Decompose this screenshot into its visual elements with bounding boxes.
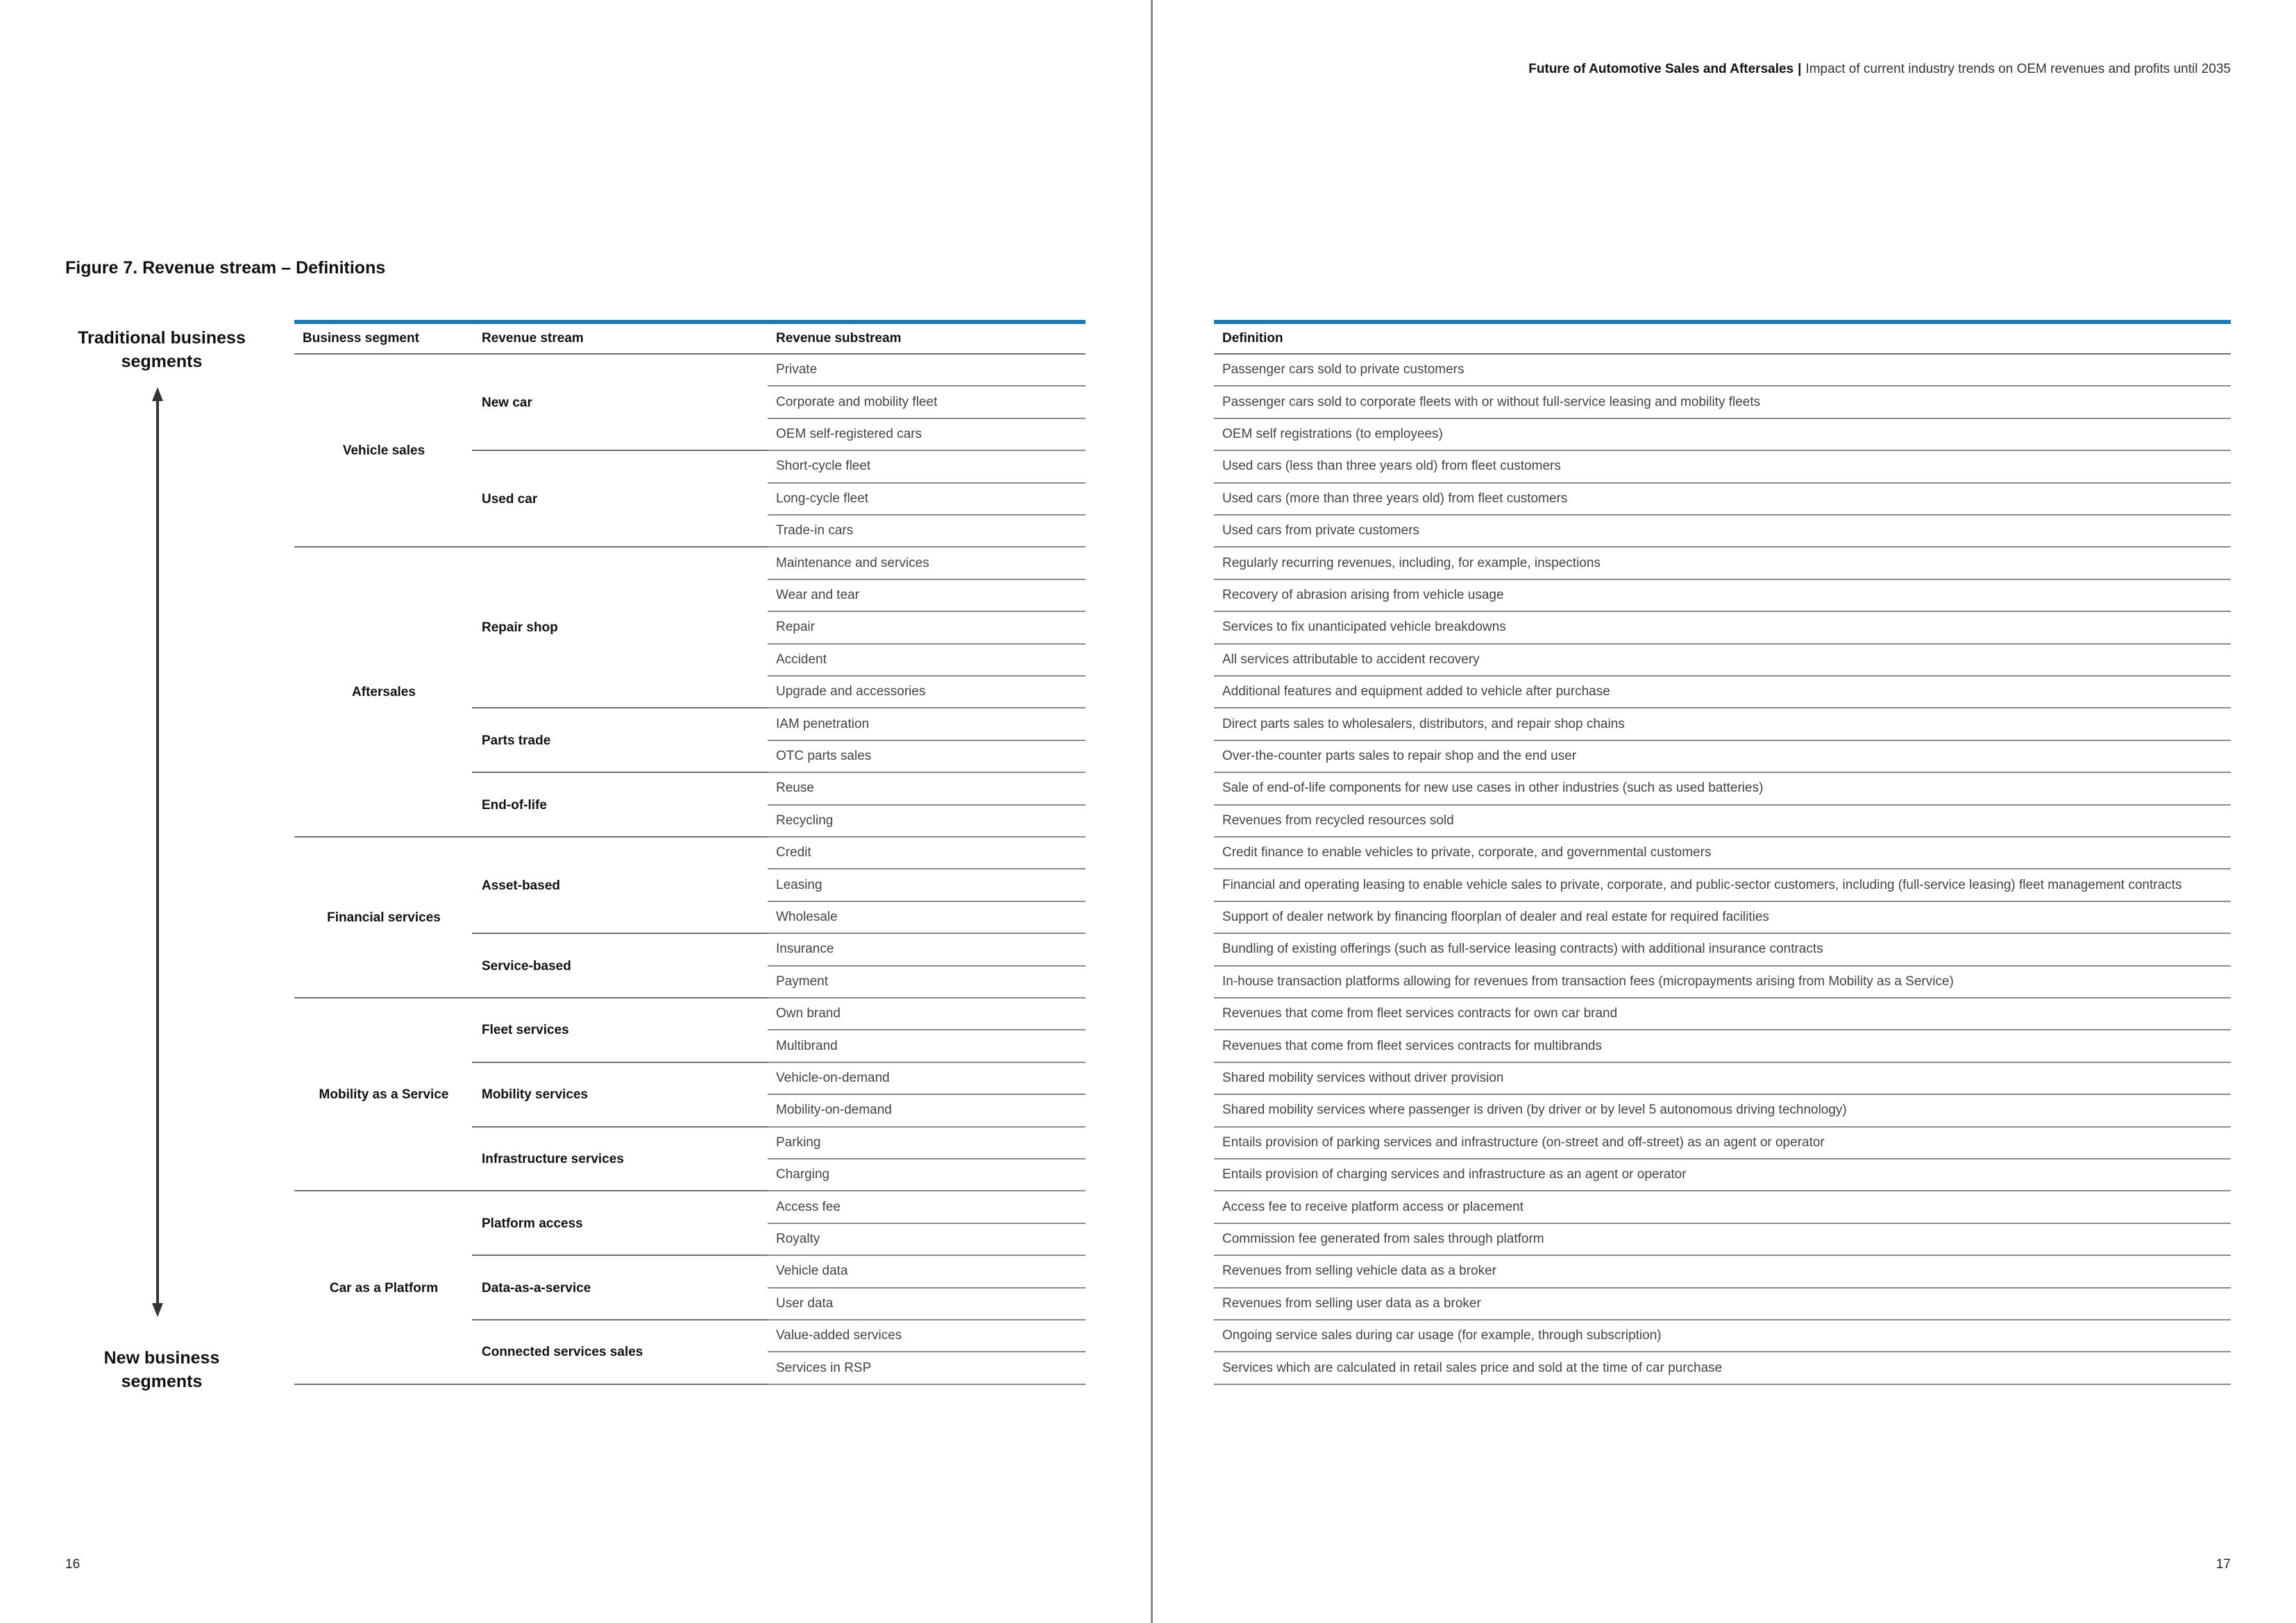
revenue-stream-cell: Platform access <box>482 1216 583 1231</box>
substream-cell: Corporate and mobility fleet <box>768 386 1086 418</box>
revenue-stream-cell: Parts trade <box>482 733 551 748</box>
revenue-stream-table <box>294 320 1086 1375</box>
substream-cell: Access fee <box>768 1191 1086 1223</box>
definition-cell: Revenues that come from fleet services contracts for multibrands <box>1214 1030 2231 1062</box>
definition-cell: Shared mobility services where passenger is driven (by driver or by level 5 autonomous driving technology) <box>1214 1095 2231 1127</box>
col-header-segment: Business segment <box>303 331 419 346</box>
definition-cell: Revenues from selling user data as a broker <box>1214 1289 2231 1320</box>
substream-cell: Maintenance and services <box>768 547 1086 579</box>
substream-cell: Trade-in cars <box>768 516 1086 547</box>
definition-cell: Services which are calculated in retail sales price and sold at the time of car purchase <box>1214 1352 2231 1384</box>
substream-cell: IAM penetration <box>768 708 1086 740</box>
substream-cell: Wholesale <box>768 902 1086 934</box>
substream-cell: Wear and tear <box>768 580 1086 612</box>
definition-cell: Support of dealer network by financing floorplan of dealer and real estate for required facilities <box>1214 902 2231 934</box>
business-segment-cell: Car as a Platform <box>329 1280 439 1295</box>
substream-cell: User data <box>768 1289 1086 1320</box>
definition-cell: Used cars from private customers <box>1214 516 2231 547</box>
report-subtitle: Impact of current industry trends on OEM revenues and profits until 2035 <box>1805 62 2231 76</box>
definition-cell: Regularly recurring revenues, including, for example, inspections <box>1214 547 2231 579</box>
definition-cell: Direct parts sales to wholesalers, distributors, and repair shop chains <box>1214 708 2231 740</box>
definition-cell: Revenues that come from fleet services contracts for own car brand <box>1214 999 2231 1030</box>
report-title: Future of Automotive Sales and Aftersales <box>1528 62 1794 76</box>
revenue-stream-cell: New car <box>482 395 532 410</box>
new-segments-label: New business segments <box>103 1348 220 1391</box>
figure-title: Figure 7. Revenue stream – Definitions <box>65 258 386 278</box>
col-header-substream: Revenue substream <box>776 331 902 346</box>
page-spine <box>1151 0 1153 1623</box>
substream-cell: Insurance <box>768 934 1086 966</box>
definition-cell: Additional features and equipment added to vehicle after purchase <box>1214 677 2231 708</box>
definition-table <box>1214 320 2231 1375</box>
revenue-stream-cell: Repair shop <box>482 620 558 636</box>
revenue-stream-cell: Data-as-a-service <box>482 1280 591 1295</box>
definition-cell: In-house transaction platforms allowing for revenues from transaction fees (micropayments arising from Mobility as a Service) <box>1214 967 2231 999</box>
revenue-stream-cell: Used car <box>482 491 538 507</box>
revenue-stream-cell: End-of-life <box>482 797 547 813</box>
page-number-left: 16 <box>65 1557 81 1572</box>
definition-cell: Passenger cars sold to private customers <box>1214 355 2231 386</box>
business-segment-cell: Mobility as a Service <box>319 1087 449 1103</box>
substream-cell: Accident <box>768 645 1086 677</box>
business-segment-cell: Financial services <box>327 910 441 925</box>
substream-cell: Long-cycle fleet <box>768 484 1086 516</box>
traditional-segments-label: Traditional business segments <box>78 328 246 371</box>
revenue-stream-cell: Mobility services <box>482 1087 589 1103</box>
substream-cell: Credit <box>768 838 1086 869</box>
col-header-definition: Definition <box>1222 331 1283 346</box>
definition-cell: All services attributable to accident recovery <box>1214 645 2231 677</box>
revenue-stream-cell: Connected services sales <box>482 1345 643 1360</box>
definition-cell: Credit finance to enable vehicles to private, corporate, and governmental customers <box>1214 838 2231 869</box>
running-header <box>1528 62 2231 77</box>
substream-cell: Payment <box>768 967 1086 999</box>
definition-cell: Recovery of abrasion arising from vehicle usage <box>1214 580 2231 612</box>
definition-cell: Financial and operating leasing to enable vehicle sales to private, corporate, and public-sector customers, including (full-service leasing) fleet management contracts <box>1214 869 2231 901</box>
definition-cell: Revenues from recycled resources sold <box>1214 806 2231 838</box>
substream-cell: Charging <box>768 1159 1086 1191</box>
header-separator: | <box>1798 62 1802 76</box>
definition-cell: Commission fee generated from sales through platform <box>1214 1224 2231 1256</box>
definition-cell: Passenger cars sold to corporate fleets with or without full-service leasing and mobility fleets <box>1214 386 2231 418</box>
substream-cell: Royalty <box>768 1224 1086 1256</box>
definition-cell: Ongoing service sales during car usage (for example, through subscription) <box>1214 1320 2231 1352</box>
substream-cell: Recycling <box>768 806 1086 838</box>
segment-divider <box>294 1384 473 1385</box>
substream-cell: Mobility-on-demand <box>768 1095 1086 1127</box>
business-segment-cell: Vehicle sales <box>342 443 425 459</box>
definition-cell: Entails provision of charging services and infrastructure as an agent or operator <box>1214 1159 2231 1191</box>
definition-cell: Shared mobility services without driver provision <box>1214 1063 2231 1095</box>
substream-cell: Vehicle-on-demand <box>768 1063 1086 1095</box>
definition-cell: Entails provision of parking services and infrastructure (on-street and off-street) as an agent or operator <box>1214 1128 2231 1159</box>
substream-cell: OTC parts sales <box>768 741 1086 773</box>
definition-cell: Revenues from selling vehicle data as a broker <box>1214 1256 2231 1288</box>
definition-cell: Used cars (less than three years old) from fleet customers <box>1214 451 2231 483</box>
substream-cell: Multibrand <box>768 1030 1086 1062</box>
revenue-stream-cell: Fleet services <box>482 1023 569 1038</box>
substream-cell: Upgrade and accessories <box>768 677 1086 708</box>
col-header-stream: Revenue stream <box>482 331 584 346</box>
substream-cell: Repair <box>768 612 1086 644</box>
substream-cell: Short-cycle fleet <box>768 451 1086 483</box>
substream-cell: Value-added services <box>768 1320 1086 1352</box>
page-number-right: 17 <box>2215 1557 2231 1572</box>
definition-cell: OEM self registrations (to employees) <box>1214 419 2231 451</box>
substream-cell: Private <box>768 355 1086 386</box>
stream-divider <box>472 1384 768 1385</box>
substream-cell: Parking <box>768 1128 1086 1159</box>
revenue-stream-cell: Asset-based <box>482 878 560 893</box>
business-segment-cell: Aftersales <box>352 685 416 700</box>
definition-cell: Bundling of existing offerings (such as full-service leasing contracts) with additional insurance contracts <box>1214 934 2231 966</box>
substream-cell: Reuse <box>768 773 1086 805</box>
substream-cell: OEM self-registered cars <box>768 419 1086 451</box>
substream-cell: Vehicle data <box>768 1256 1086 1288</box>
substream-cell: Leasing <box>768 869 1086 901</box>
revenue-stream-cell: Service-based <box>482 958 571 974</box>
revenue-stream-cell: Infrastructure services <box>482 1151 624 1166</box>
substream-cell: Services in RSP <box>768 1352 1086 1384</box>
double-arrow-icon <box>0 0 180 1332</box>
definition-cell: Services to fix unanticipated vehicle breakdowns <box>1214 612 2231 644</box>
definition-cell: Sale of end-of-life components for new use cases in other industries (such as used batteries) <box>1214 773 2231 805</box>
definition-cell: Used cars (more than three years old) from fleet customers <box>1214 484 2231 516</box>
substream-cell: Own brand <box>768 999 1086 1030</box>
definition-cell: Access fee to receive platform access or placement <box>1214 1191 2231 1223</box>
definition-cell: Over-the-counter parts sales to repair shop and the end user <box>1214 741 2231 773</box>
